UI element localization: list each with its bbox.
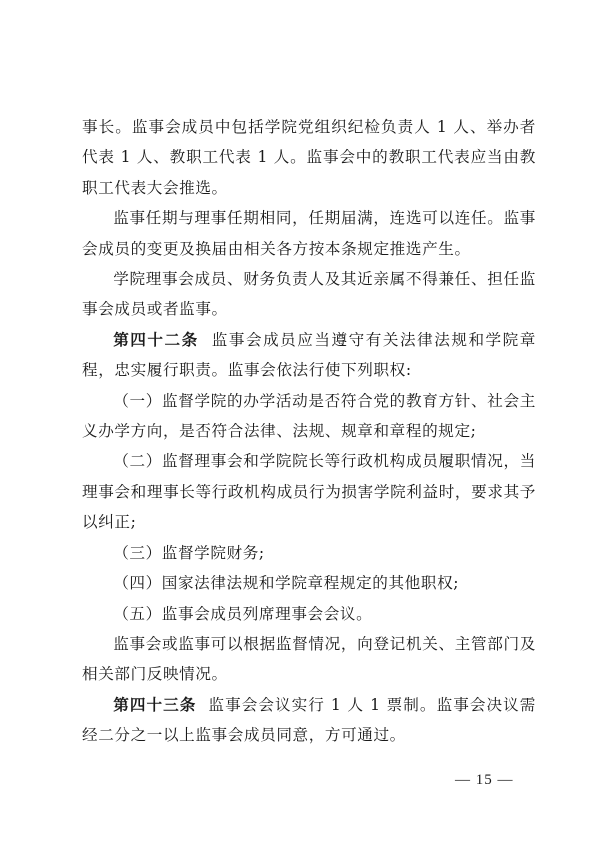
article-number: 第四十二条 [113,330,199,349]
paragraph-text: 监事会成员应当遵守有关法律法规和学院章程，忠实履行职责。监事会依法行使下列职权: [82,330,536,380]
paragraph-report [82,629,536,690]
paragraph-text: 学院理事会成员、财务负责人及其近亲属不得兼任、担任监事会成员或者监事。 [82,270,536,319]
list-item-3 [82,538,536,568]
paragraph-text: （二）监督理事会和学院院长等行政机构成员履职情况，当理事会和理事长等行政机构成员行为损害学院利益时，要求其予以纠正; [82,452,536,532]
paragraph-3 [82,264,536,325]
paragraph-text: （一）监督学院的办学活动是否符合党的教育方针、社会主义办学方向，是否符合法律、法规、规章和章程的规定; [82,391,536,441]
list-item-4 [82,568,536,598]
paragraph-1 [82,112,536,203]
list-item-1 [82,386,536,447]
list-item-5 [82,599,536,629]
paragraph-text: （三）监督学院财务; [113,543,265,562]
body-text [82,112,536,751]
page-number: — 15 — [455,772,514,788]
paragraph-text: 事长。监事会成员中包括学院党组织纪检负责人 1 人、举办者代表 1 人、教职工代表 1 人。监事会中的教职工代表应当由教职工代表大会推选。 [82,118,536,197]
article-42 [82,325,536,386]
paragraph-text: 监事会会议实行 1 人 1 票制。监事会决议需经二分之一以上监事会成员同意，方可通过。 [82,695,536,745]
paragraph-text: （五）监事会成员列席理事会会议。 [113,604,373,623]
paragraph-text: （四）国家法律法规和学院章程规定的其他职权; [113,574,460,593]
article-number: 第四十三条 [113,695,197,714]
paragraph-text: 监事任期与理事任期相同，任期届满，连选可以连任。监事会成员的变更及换届由相关各方按本条规定推选产生。 [82,209,536,258]
paragraph-2 [82,203,536,264]
article-43 [82,690,536,751]
list-item-2 [82,446,536,537]
paragraph-text: 监事会或监事可以根据监督情况，向登记机关、主管部门及相关部门反映情况。 [82,634,536,684]
